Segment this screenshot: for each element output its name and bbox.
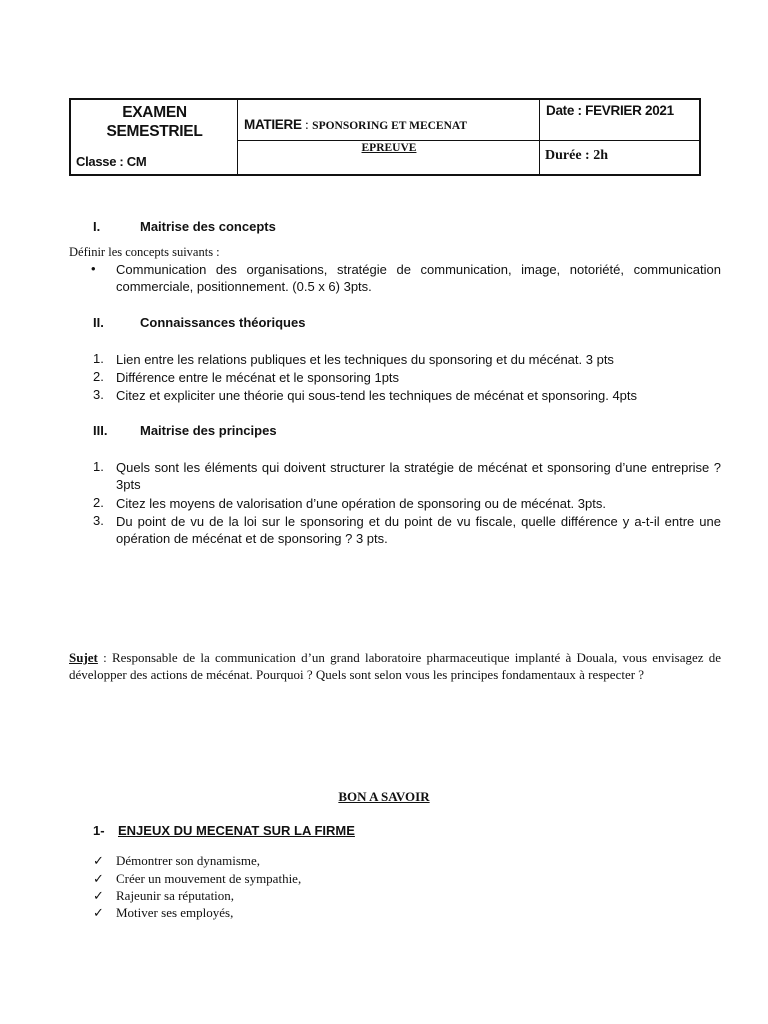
checkmark-icon: ✓	[93, 871, 104, 886]
checkmark-icon: ✓	[93, 853, 104, 868]
list-item: Citez les moyens de valorisation d’une opération de sponsoring ou de mécénat. 3pts.	[116, 496, 606, 511]
section-intro: Définir les concepts suivants :	[69, 245, 220, 259]
list-item-number: 1.	[93, 459, 104, 474]
check-item: Démontrer son dynamisme,	[116, 853, 261, 868]
exam-duration: Durée : 2h	[545, 148, 608, 163]
subsection-number: 1-	[93, 823, 105, 838]
exam-title-line2: SEMESTRIEL	[106, 123, 203, 140]
list-item-number: 2.	[93, 369, 104, 384]
bullet-icon: •	[91, 261, 96, 276]
header-divider	[238, 140, 699, 141]
list-item-number: 3.	[93, 513, 104, 528]
list-item-number: 1.	[93, 351, 104, 366]
sujet-paragraph	[69, 649, 721, 683]
bullet-item: Communication des organisations, stratégie de communication, image, notoriété, communication commerciale, positionnement. (0.5 x 6) 3pts.	[116, 262, 721, 294]
sujet-label: Sujet	[69, 650, 98, 665]
matiere-value: SPONSORING ET MECENAT	[312, 120, 468, 132]
list-item: Différence entre le mécénat et le sponsoring 1pts	[116, 370, 400, 385]
list-item: Du point de vu de la loi sur le sponsoring et du point de vu fiscale, quelle différence y a-t-il entre une opération de mécénat et de sponsoring ? 3 pts.	[116, 514, 721, 546]
section-title: Maitrise des principes	[140, 423, 277, 438]
bon-a-savoir-title: BON A SAVOIR	[338, 789, 430, 804]
check-item: Créer un mouvement de sympathie,	[116, 871, 302, 886]
epreuve-label: EPREUVE	[361, 142, 417, 154]
list-item: Lien entre les relations publiques et les techniques du sponsoring et du mécénat. 3 pts	[116, 352, 614, 367]
subsection-title: ENJEUX DU MECENAT SUR LA FIRME	[118, 823, 355, 838]
list-item-number: 3.	[93, 387, 104, 402]
matiere-separator: :	[301, 117, 313, 132]
exam-header-table	[69, 98, 701, 176]
section-number: II.	[93, 315, 104, 330]
checkmark-icon: ✓	[93, 888, 104, 903]
exam-title-line1: EXAMEN	[122, 104, 187, 121]
check-item: Rajeunir sa réputation,	[116, 888, 235, 903]
section-title: Maitrise des concepts	[140, 219, 276, 234]
list-item: Quels sont les éléments qui doivent structurer la stratégie de mécénat et sponsoring d’une entreprise ? 3pts	[116, 460, 721, 492]
matiere-label: MATIERE	[244, 117, 302, 132]
section-title: Connaissances théoriques	[140, 315, 306, 330]
classe-label: Classe : CM	[76, 154, 147, 169]
checkmark-icon: ✓	[93, 905, 104, 920]
list-item: Citez et expliciter une théorie qui sous-tend les techniques de mécénat et sponsoring. 4pts	[116, 388, 638, 403]
section-number: I.	[93, 219, 101, 234]
matiere-field	[244, 117, 467, 133]
sujet-text: : Responsable de la communication d’un grand laboratoire pharmaceutique implanté à Douala, vous envisagez de développer des actions de mécénat. Pourquoi ? Quels sont selon vous les principes fondamentaux à respecter ?	[69, 650, 721, 682]
exam-title	[71, 103, 238, 141]
list-item-number: 2.	[93, 495, 104, 510]
header-divider	[539, 100, 540, 174]
check-item: Motiver ses employés,	[116, 905, 234, 920]
section-number: III.	[93, 423, 108, 438]
exam-date: Date : FEVRIER 2021	[546, 103, 674, 118]
